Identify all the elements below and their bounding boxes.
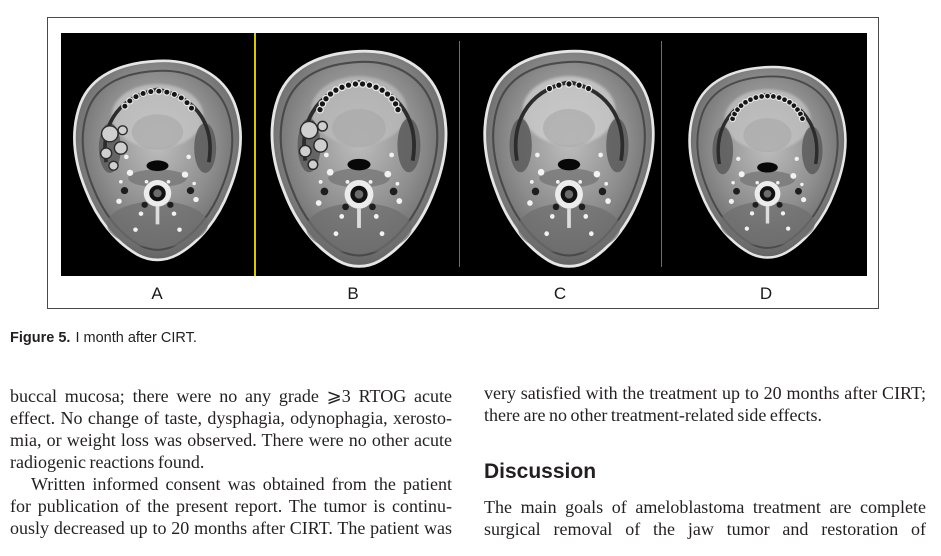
mri-panel-d [664,33,867,276]
bright-speck [781,211,785,215]
lesion-locule [300,121,317,138]
bright-speck [605,198,611,204]
masticator-muscle-left [712,127,733,175]
figure-number: Figure 5. [10,330,71,346]
bright-speck [538,169,545,176]
figure-caption-text: I month after CIRT. [75,330,197,346]
masticator-muscle-right [802,127,823,175]
mri-panel-b [256,33,462,276]
bright-speck [192,182,196,186]
bright-speck [786,227,790,231]
bright-speck [395,182,399,186]
tooth [770,94,776,100]
bright-speck [346,180,350,184]
tooth [585,85,591,92]
bright-speck [172,211,177,215]
spinal-cord [565,190,573,199]
bright-speck [380,231,385,236]
spinal-cord [355,190,364,199]
vessel [599,188,606,196]
panel-edge-marker [459,41,460,267]
bright-speck [167,180,171,184]
vessel [167,202,173,208]
right-column-paragraph [484,382,926,426]
vessel [733,188,740,195]
bright-speck [324,153,329,158]
vessel [579,203,586,210]
tooth [395,106,402,113]
masticator-muscle-right [397,119,420,173]
tooth [184,100,190,106]
text-line: for publication of the present report. The tumor is continu- [10,496,452,516]
lesion-locule [308,160,318,170]
bright-speck [374,214,379,219]
spinal-cord [153,189,161,197]
figure-image-strip [61,33,867,276]
bright-speck [119,180,123,184]
bright-speck [316,200,322,206]
text-line: Written informed consent was obtained from the patient [31,474,452,494]
tooth [148,89,154,95]
bright-speck [731,181,734,184]
masticator-muscle-right [194,123,216,173]
bright-speck [177,227,182,231]
bright-speck [750,211,754,215]
bright-speck [544,231,549,236]
mri-scan-b [256,33,462,276]
vessel [141,202,147,208]
bright-speck [327,169,334,176]
tooth [127,98,133,104]
bright-speck [139,211,144,215]
vessel [342,203,349,210]
paragraph [10,473,452,539]
lesion-locule [118,126,127,135]
tooth [345,82,352,89]
vessel [390,188,398,196]
bright-speck [578,180,582,184]
bright-speck [800,183,803,186]
text-line: mia, or weight loss was observed. There were no other acute [10,430,452,450]
mri-scan-a [61,33,254,276]
tooth [164,89,170,95]
bright-speck [589,231,594,236]
bright-speck [389,153,394,158]
tooth [556,82,562,89]
tooth [765,93,771,99]
tongue [743,118,791,152]
bright-speck [116,199,122,204]
tooth [171,91,177,97]
tooth [566,81,572,88]
airway [558,159,580,171]
bright-speck [745,227,749,231]
vessel [187,187,194,194]
bright-speck [604,182,608,186]
bright-speck [124,155,129,159]
panel-label-d: D [759,284,773,303]
tooth [156,88,162,94]
mri-scan-c [462,33,664,276]
vessel [752,202,758,208]
tooth [178,95,184,101]
bright-speck [790,173,796,179]
tooth [366,82,373,89]
text-line: very satisfied with the treatment up to 20 months after CIRT; [484,383,926,403]
panel-label-c: C [553,284,567,303]
airway [347,159,370,171]
text-line: The main goals of ameloblastoma treatment are complete [484,497,926,517]
lesion-locule [314,139,327,152]
tooth [188,105,194,111]
tongue [332,109,386,147]
tooth [576,82,582,89]
text-line: buccal mucosa; there were no any grade ⩾3 RTOG acute [10,386,452,406]
lesion-locule [109,161,118,170]
text-line: effect. No change of taste, dysphagia, odynophagia, xerosto- [10,408,452,428]
bright-speck [556,180,560,184]
panel-label-b: B [347,284,359,303]
lesion-locule [102,126,119,142]
lesion-locule [299,145,311,157]
lesion-locule [114,142,127,154]
masticator-muscle-right [606,119,628,173]
vessel [369,203,376,210]
bright-speck [776,181,779,184]
bright-speck [598,153,603,158]
bright-speck [755,181,758,184]
bright-speck [193,197,199,202]
bright-speck [530,180,534,184]
vessel [777,202,783,208]
text-line: radiogenic reactions found. [10,452,205,472]
vessel [532,188,539,196]
tooth [359,81,366,88]
bright-speck [739,171,745,177]
tooth [546,85,552,92]
vessel [121,187,128,194]
bright-speck [133,227,138,231]
bright-speck [334,231,339,236]
bright-speck [729,199,734,204]
bright-speck [384,171,391,178]
vessel [795,188,802,195]
tooth [122,103,128,109]
mri-panel-a [61,33,254,276]
bright-speck [583,214,588,219]
bright-speck [801,197,806,202]
paragraph [10,385,452,473]
airway [757,162,778,172]
bright-speck [396,198,402,204]
tooth [373,84,380,91]
figure-caption [10,329,197,347]
tooth [352,81,359,88]
airway [146,160,168,171]
vessel [321,188,329,196]
lesion-locule [101,148,112,159]
masticator-muscle-left [509,119,531,173]
text-line: there are no other treatment-related side effects. [484,405,822,425]
bright-speck [736,157,740,161]
spinal-cord [764,190,772,198]
left-column [10,385,452,539]
vessel [553,203,560,210]
bright-speck [369,180,373,184]
tongue [543,109,595,147]
mri-panel-c [462,33,664,276]
tooth [333,87,340,94]
bright-speck [186,155,191,159]
text-line: ously decreased up to 20 months after CIRT. The patient was [10,518,452,538]
panel-edge-marker [661,41,662,267]
tongue [132,114,183,150]
lesion-locule [318,121,328,131]
right-column-paragraph [484,496,926,540]
section-heading: Discussion [484,460,597,483]
bright-speck [594,171,601,178]
mri-scan-d [664,33,867,276]
tooth [133,94,139,100]
tooth [759,94,765,100]
bright-speck [535,153,540,158]
tooth [140,90,146,96]
bright-speck [145,180,149,184]
bright-speck [319,180,323,184]
bright-speck [795,157,799,161]
bright-speck [550,214,555,219]
bright-speck [339,214,344,219]
text-line: surgical removal of the jaw tumor and restoration of [484,519,926,539]
bright-speck [127,170,133,176]
tooth [753,95,759,101]
tooth [799,116,805,122]
tooth [339,84,346,91]
bright-speck [527,200,533,206]
panel-label-a: A [151,284,163,303]
bright-speck [182,172,188,178]
